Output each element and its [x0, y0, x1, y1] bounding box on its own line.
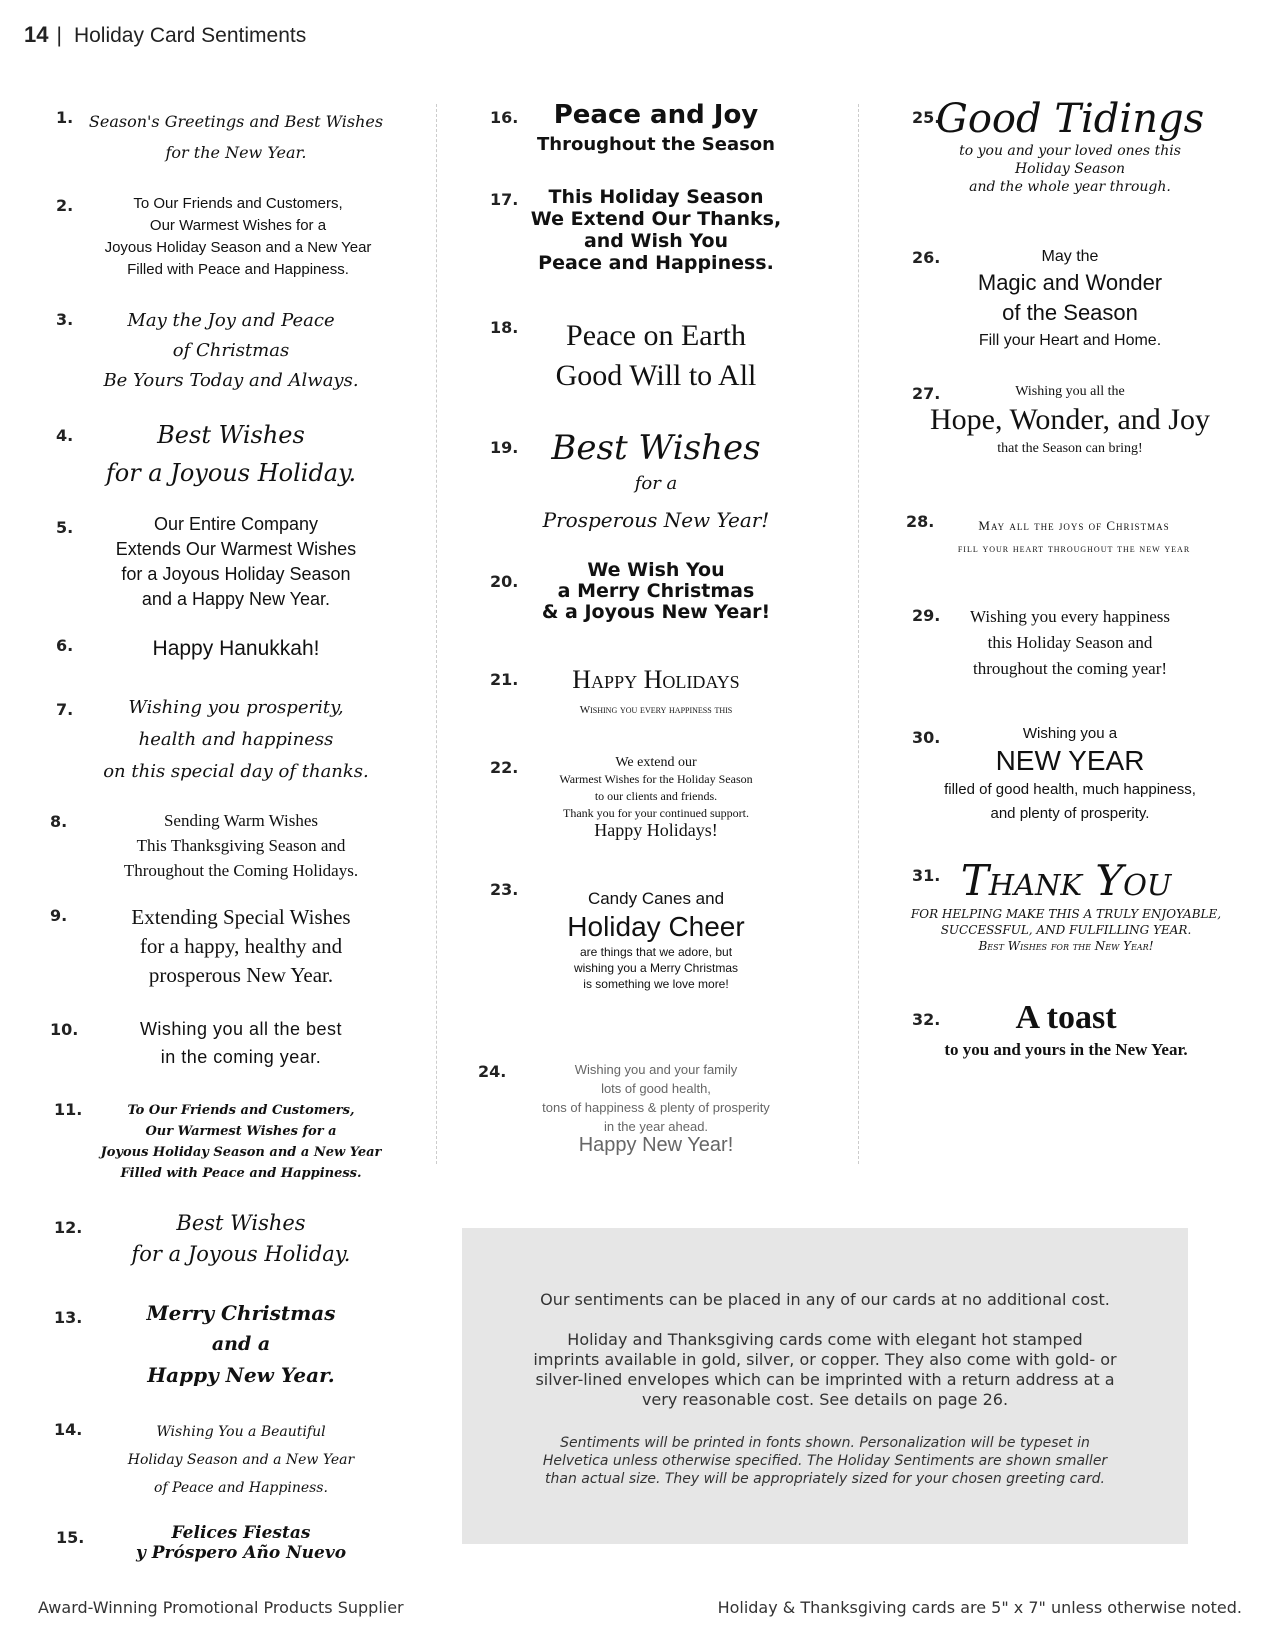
- sentiment-line: Throughout the Season: [536, 134, 775, 155]
- sentiment-line: in the coming year.: [160, 1047, 322, 1067]
- sentiment-number: 22.: [490, 758, 519, 777]
- sentiment-line: of Peace and Happiness.: [154, 1480, 328, 1496]
- sentiment-line: Filled with Peace and Happiness.: [120, 1166, 362, 1181]
- sentiment-text: [506, 888, 806, 992]
- sentiment-line: and the whole year through.: [969, 179, 1171, 195]
- sentiment-line: May the Joy and Peace: [127, 310, 335, 331]
- sentiment-line: Candy Canes and: [587, 889, 725, 908]
- sentiment-number: 26.: [912, 248, 941, 267]
- sentiment-line: Good Will to All: [555, 359, 757, 392]
- sentiment-text: [86, 1208, 396, 1270]
- sentiment-line: Joyous Holiday Season and a New Year: [100, 1145, 382, 1160]
- sentiment-text: [86, 1100, 396, 1184]
- sentiment-line: Throughout the Coming Holidays.: [123, 861, 359, 880]
- sentiment-line: Merry Christmas: [146, 1301, 336, 1325]
- sentiment-number: 28.: [906, 512, 935, 531]
- sentiment-text: [86, 692, 386, 788]
- info-line: Sentiments will be printed in fonts shown. Personalization will be typeset in: [560, 1435, 1090, 1451]
- info-paragraph-1: Our sentiments can be placed in any of our cards at no additional cost.: [540, 1290, 1110, 1309]
- sentiment-line: a Merry Christmas: [557, 580, 755, 602]
- sentiment-number: 27.: [912, 384, 941, 403]
- sentiment-line: Warmest Wishes for the Holiday Season: [559, 772, 753, 786]
- sentiment-text: [920, 604, 1220, 682]
- sentiment-line: lots of good health,: [601, 1081, 711, 1096]
- sentiment-text: [906, 514, 1242, 560]
- sentiment-line: A toast: [1015, 999, 1117, 1036]
- info-paragraph-2: [462, 1330, 1188, 1410]
- sentiment-line: y Próspero Año Nuevo: [135, 1543, 347, 1563]
- sentiment-line: Wishing you every happiness this: [579, 704, 733, 716]
- sentiment-line: May all the joys of Christmas: [978, 518, 1170, 533]
- sentiment-line: Felices Fiestas: [171, 1523, 311, 1543]
- sentiment-line: health and happiness: [138, 729, 334, 750]
- info-line: Holiday and Thanksgiving cards come with elegant hot stamped: [567, 1330, 1083, 1349]
- sentiment-line: Best Wishes: [176, 1211, 306, 1235]
- sentiment-line: SUCCESSFUL, AND FULFILLING YEAR.: [940, 923, 1192, 937]
- footer-right: Holiday & Thanksgiving cards are 5" x 7" unless otherwise noted.: [717, 1598, 1242, 1617]
- info-line: than actual size. They will be appropriately sized for your chosen greeting card.: [545, 1471, 1105, 1487]
- sentiment-line: Peace and Joy: [553, 100, 759, 130]
- sentiment-line: Peace and Happiness.: [538, 252, 774, 274]
- sentiment-line: Our Entire Company: [153, 514, 319, 534]
- sentiment-text: [86, 1298, 396, 1391]
- sentiment-number: 32.: [912, 1010, 941, 1029]
- sentiment-number: 1.: [56, 108, 74, 127]
- sentiment-line: on this special day of thanks.: [103, 761, 369, 782]
- sentiment-line: fill your heart throughout the new year: [957, 543, 1191, 555]
- sentiment-line: To Our Friends and Customers,: [133, 195, 343, 212]
- column-divider: [436, 104, 437, 1164]
- sentiment-text: [86, 1015, 396, 1071]
- sentiment-number: 2.: [56, 196, 74, 215]
- sentiment-text: [920, 724, 1220, 826]
- info-line: very reasonable cost. See details on page 26.: [641, 1390, 1009, 1409]
- sentiment-line: Joyous Holiday Season and a New Year: [104, 239, 372, 256]
- sentiment-number: 30.: [912, 728, 941, 747]
- sentiment-line: Extends Our Warmest Wishes: [115, 539, 357, 559]
- sentiment-line: & a Joyous New Year!: [541, 601, 771, 623]
- page-title: Holiday Card Sentiments: [73, 24, 307, 47]
- sentiment-line: Our Warmest Wishes for a: [145, 1124, 337, 1139]
- sentiment-line: for a Joyous Holiday.: [105, 459, 357, 487]
- sentiment-text: [86, 106, 386, 168]
- sentiment-line: Happy Hanukkah!: [152, 637, 320, 660]
- sentiment-line: of Christmas: [172, 340, 290, 361]
- sentiment-line: Our Warmest Wishes for a: [149, 217, 327, 234]
- sentiment-line: Peace on Earth: [566, 319, 746, 352]
- sentiment-number: 4.: [56, 426, 74, 445]
- sentiment-line: for a Joyous Holiday Season: [121, 564, 351, 584]
- sentiment-line: Thank You: [960, 856, 1172, 905]
- sentiment-number: 3.: [56, 310, 74, 329]
- sentiment-line: Wishing you every happiness: [970, 607, 1170, 626]
- sentiment-line: Wishing You a Beautiful: [156, 1424, 326, 1440]
- sentiment-text: [86, 808, 396, 883]
- page-number: 14: [24, 22, 49, 47]
- sentiment-text: [96, 416, 366, 492]
- sentiment-line: Season's Greetings and Best Wishes: [88, 112, 384, 131]
- sentiment-text: [506, 430, 806, 538]
- sentiment-line: is something we love more!: [583, 977, 729, 991]
- sentiment-number: 21.: [490, 670, 519, 689]
- sentiment-line: To Our Friends and Customers,: [127, 1103, 355, 1118]
- info-line: imprints available in gold, silver, or copper. They also come with gold- or: [533, 1350, 1117, 1369]
- sentiment-text: [906, 856, 1226, 954]
- sentiment-number: 7.: [56, 700, 74, 719]
- sentiment-number: 9.: [50, 906, 68, 925]
- sentiment-text: [920, 382, 1220, 460]
- sentiment-line: Wishing you and your family: [574, 1062, 738, 1077]
- sentiment-number: 8.: [50, 812, 68, 831]
- sentiment-line: wishing you a Merry Christmas: [573, 961, 739, 975]
- sentiment-line: and plenty of prosperity.: [990, 805, 1150, 822]
- sentiment-line: Holiday Cheer: [567, 911, 745, 942]
- sentiment-line: Thank you for your continued support.: [563, 806, 749, 820]
- sentiment-line: to you and yours in the New Year.: [944, 1040, 1188, 1059]
- column-divider: [858, 104, 859, 1164]
- sentiment-line: Sending Warm Wishes: [163, 811, 319, 830]
- sentiment-line: Happy New Year!: [578, 1134, 734, 1156]
- sentiment-line: prosperous New Year.: [148, 963, 334, 987]
- sentiment-number: 17.: [490, 190, 519, 209]
- sentiment-number: 18.: [490, 318, 519, 337]
- sentiment-number: 29.: [912, 606, 941, 625]
- sentiment-number: 13.: [54, 1308, 83, 1327]
- sentiment-line: This Holiday Season: [548, 186, 764, 208]
- sentiment-number: 20.: [490, 572, 519, 591]
- sentiment-text: [506, 100, 806, 160]
- sentiment-line: and a: [211, 1333, 271, 1355]
- sentiment-text: [906, 998, 1226, 1062]
- sentiment-line: of the Season: [1002, 300, 1138, 325]
- sentiment-line: for the New Year.: [165, 143, 307, 162]
- sentiment-text: [86, 306, 376, 396]
- sentiment-line: Happy Holidays: [572, 665, 740, 694]
- sentiment-line: Best Wishes: [157, 421, 305, 449]
- sentiment-number: 11.: [54, 1100, 83, 1119]
- sentiment-line: Magic and Wonder: [977, 270, 1163, 295]
- sentiment-number: 15.: [56, 1528, 85, 1547]
- sentiment-line: Holiday Season and a New Year: [127, 1452, 355, 1468]
- sentiment-line: Holiday Season: [1014, 161, 1126, 177]
- sentiment-line: Be Yours Today and Always.: [103, 370, 359, 391]
- sentiment-line: and Wish You: [583, 230, 729, 252]
- sentiment-line: Good Tidings: [935, 96, 1205, 142]
- sentiment-line: We extend our: [615, 755, 697, 770]
- sentiment-line: Happy New Year.: [147, 1363, 335, 1387]
- sentiment-number: 5.: [56, 518, 74, 537]
- sentiment-number: 19.: [490, 438, 519, 457]
- sentiment-line: Wishing you all the: [1015, 384, 1125, 399]
- info-line: silver-lined envelopes which can be imprinted with a return address at a: [535, 1370, 1115, 1389]
- sentiment-line: Prosperous New Year!: [542, 508, 770, 532]
- sentiment-line: filled of good health, much happiness,: [944, 781, 1196, 798]
- sentiment-number: 14.: [54, 1420, 83, 1439]
- sentiment-line: May the: [1041, 248, 1099, 265]
- sentiment-line: to our clients and friends.: [594, 789, 718, 803]
- sentiment-line: for a Joyous Holiday.: [131, 1242, 351, 1266]
- sentiment-line: Happy Holidays!: [594, 820, 718, 840]
- sentiment-text: [920, 246, 1220, 354]
- sentiment-line: We Extend Our Thanks,: [530, 208, 782, 230]
- sentiment-line: are things that we adore, but: [579, 945, 733, 959]
- sentiment-text: [506, 1060, 806, 1155]
- sentiment-line: Fill your Heart and Home.: [978, 332, 1162, 349]
- header-separator: |: [56, 24, 62, 47]
- page-header: [24, 22, 306, 48]
- sentiment-text: [86, 512, 386, 612]
- sentiment-line: Hope, Wonder, and Joy: [930, 403, 1210, 436]
- sentiment-line: this Holiday Season and: [987, 633, 1153, 652]
- sentiment-line: in the year ahead.: [603, 1119, 709, 1134]
- sentiment-text: [506, 316, 806, 396]
- sentiment-line: for a happy, healthy and: [139, 934, 343, 958]
- sentiment-line: NEW YEAR: [995, 745, 1145, 776]
- sentiment-line: and a Happy New Year.: [141, 589, 331, 609]
- sentiment-number: 23.: [490, 880, 519, 899]
- sentiment-number: 16.: [490, 108, 519, 127]
- info-line: Helvetica unless otherwise specified. The Holiday Sentiments are shown smaller: [542, 1453, 1108, 1469]
- sentiment-text: [506, 665, 806, 725]
- sentiment-line: Extending Special Wishes: [131, 905, 351, 929]
- sentiment-text: [80, 193, 396, 281]
- sentiment-line: Wishing you all the best: [139, 1019, 343, 1039]
- sentiment-text: [86, 903, 396, 990]
- sentiment-line: to you and your loved ones this: [959, 143, 1181, 159]
- sentiment-text: [86, 637, 386, 661]
- sentiment-line: Wishing you prosperity,: [128, 697, 344, 718]
- sentiment-number: 25.: [912, 108, 941, 127]
- sentiment-text: [86, 1523, 396, 1563]
- sentiment-text: [506, 754, 806, 839]
- sentiment-line: that the Season can bring!: [997, 441, 1143, 456]
- sentiment-text: [86, 1418, 396, 1502]
- sentiment-line: Filled with Peace and Happiness.: [127, 261, 349, 278]
- sentiment-line: Best Wishes for the New Year!: [978, 939, 1154, 953]
- sentiment-text: [920, 96, 1220, 196]
- sentiment-text: [506, 560, 806, 623]
- sentiment-line: throughout the coming year!: [972, 659, 1168, 678]
- sentiment-line: Wishing you a: [1022, 725, 1118, 742]
- sentiment-number: 12.: [54, 1218, 83, 1237]
- sentiment-line: We Wish You: [587, 559, 725, 581]
- sentiment-line: Best Wishes: [551, 428, 761, 468]
- sentiment-line: This Thanksgiving Season and: [136, 836, 346, 855]
- sentiment-number: 24.: [478, 1062, 507, 1081]
- sentiment-number: 6.: [56, 636, 74, 655]
- sentiment-line: for a: [634, 473, 678, 494]
- sentiment-line: FOR HELPING MAKE THIS A TRULY ENJOYABLE,: [910, 907, 1222, 921]
- info-paragraph-3: [462, 1434, 1188, 1488]
- info-box: [462, 1228, 1188, 1544]
- sentiment-number: 10.: [50, 1020, 79, 1039]
- footer-left: Award-Winning Promotional Products Supplier: [38, 1598, 404, 1617]
- sentiment-number: 31.: [912, 866, 941, 885]
- sentiment-text: [506, 186, 806, 274]
- sentiment-line: tons of happiness & plenty of prosperity: [542, 1100, 770, 1115]
